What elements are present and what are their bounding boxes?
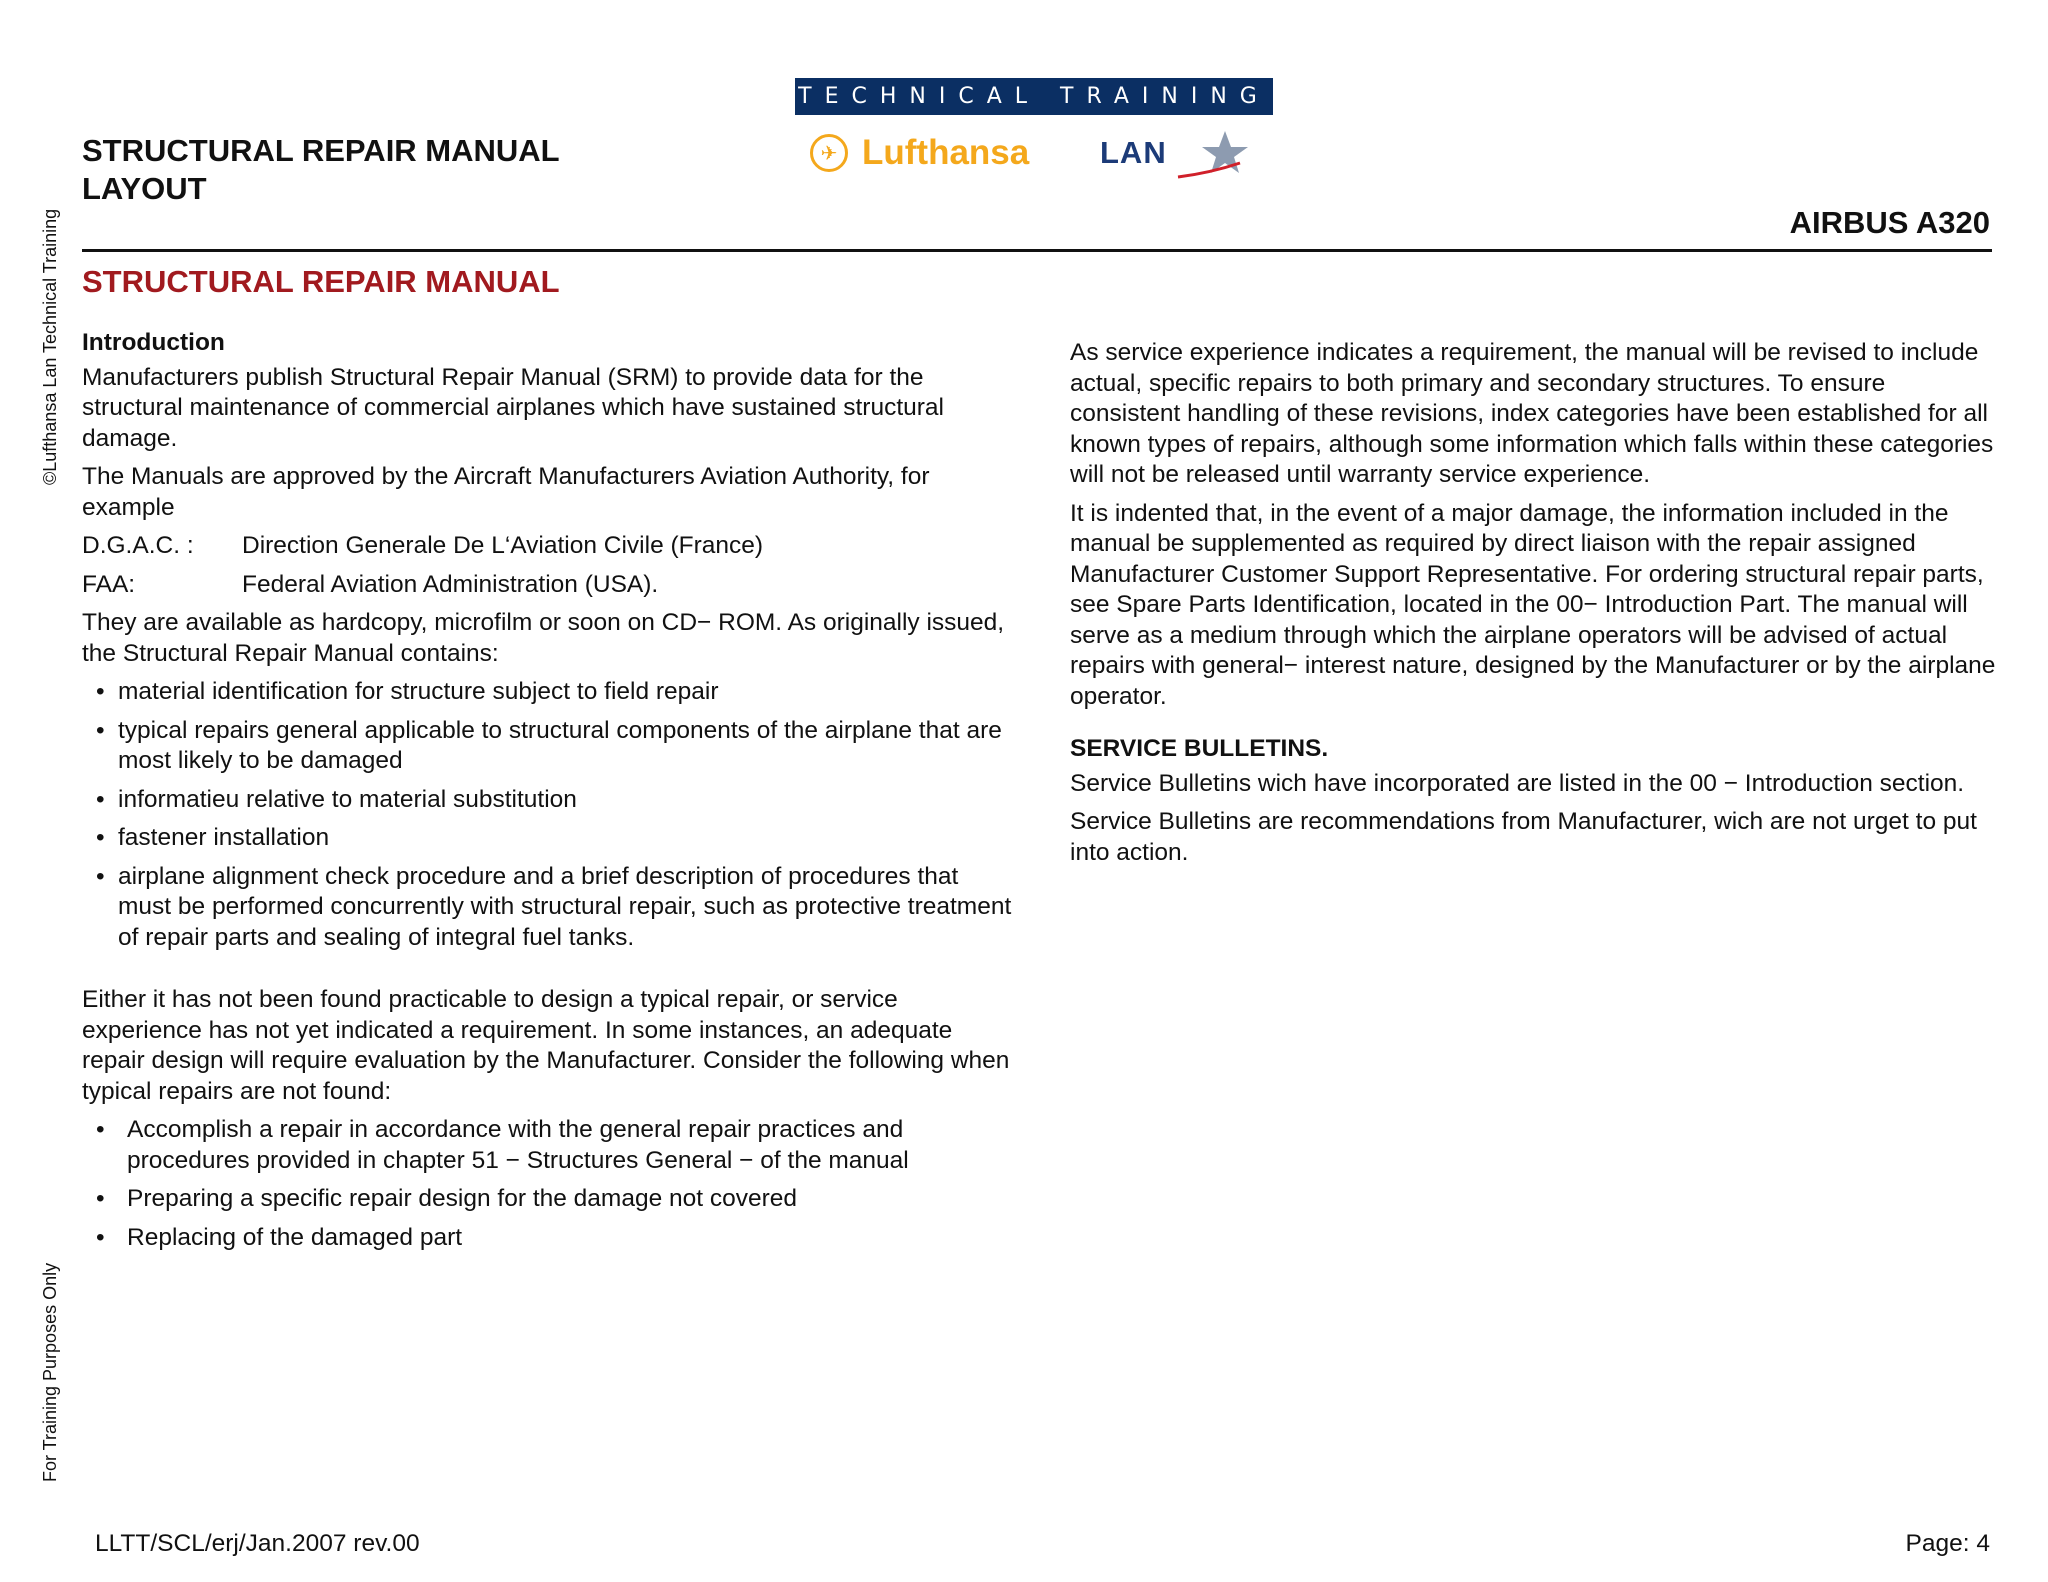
list-item: • Replacing of the damaged part xyxy=(82,1223,1012,1254)
page-title: STRUCTURAL REPAIR MANUAL LAYOUT xyxy=(82,133,560,206)
intro-paragraph-3: They are available as hardcopy, microfilm or soon on CD− ROM. As originally issued, the Structural Repair Manual contains: xyxy=(82,609,1005,667)
lufthansa-wordmark: Lufthansa xyxy=(862,133,1030,172)
intro-paragraph-2: The Manuals are approved by the Aircraft Manufacturers Aviation Authority, for example xyxy=(82,463,930,521)
header-divider xyxy=(82,249,1992,252)
list-item: • informatieu relative to material substitution xyxy=(82,785,1012,816)
side-training-label: For Training Purposes Only xyxy=(40,1262,60,1482)
list-item: • fastener installation xyxy=(82,823,1012,854)
definition-key: D.G.A.C. : xyxy=(82,532,194,559)
list-item: • Preparing a specific repair design for the damage not covered xyxy=(82,1184,1012,1215)
service-bulletins-heading: SERVICE BULLETINS. xyxy=(1070,735,1329,762)
service-bulletins-paragraph-1: Service Bulletins wich have incorporated are listed in the 00 − Introduction section. xyxy=(1070,769,1965,797)
definition-row xyxy=(82,570,1012,601)
section-title: STRUCTURAL REPAIR MANUAL xyxy=(82,264,560,299)
introduction-heading: Introduction xyxy=(82,329,225,356)
page-number: Page: 4 xyxy=(1905,1530,1990,1557)
contents-list xyxy=(82,677,1012,953)
definition-value: Direction Generale De L‘Aviation Civile (France) xyxy=(242,532,764,559)
list-item: • typical repairs general applicable to structural components of the airplane that are most likely to be damaged xyxy=(82,716,1012,777)
document-reference: LLTT/SCL/erj/Jan.2007 rev.00 xyxy=(95,1530,420,1557)
definition-key: FAA: xyxy=(82,570,136,598)
aircraft-label: AIRBUS A320 xyxy=(1789,205,1990,240)
list-item: • airplane alignment check procedure and a brief description of procedures that must be performed concurrently with structural repair, such as protective treatment of repair parts and sealing of integral fuel tanks. xyxy=(82,862,1012,954)
intro-paragraph-4: Either it has not been found practicable to design a typical repair, or service experience has not yet indicated a requirement. In some instances, an adequate repair design will require evaluation by the Manufacturer. Consider the following when typical repairs are not found: xyxy=(82,986,1010,1105)
brand-banner: TECHNICAL TRAINING xyxy=(795,78,1273,115)
definition-row xyxy=(82,531,1012,562)
left-column xyxy=(82,328,1012,1261)
list-item: • Accomplish a repair in accordance with the general repair practices and procedures provided in chapter 51 − Structures General − of the manual xyxy=(82,1115,1012,1176)
lan-wordmark: LAN xyxy=(1100,135,1167,170)
repair-options-list xyxy=(82,1115,1012,1253)
intro-paragraph-1: Manufacturers publish Structural Repair Manual (SRM) to provide data for the structural maintenance of commercial airplanes which have sustained structural damage. xyxy=(82,363,944,452)
lan-logo xyxy=(1100,125,1250,185)
definition-value: Federal Aviation Administration (USA). xyxy=(242,570,659,598)
right-column xyxy=(1070,338,2000,876)
revision-paragraph: As service experience indicates a requirement, the manual will be revised to include actual, specific repairs to both primary and secondary structures. To ensure consistent handling of these revisions, index categories have been established for all known types of repairs, although some information which falls within these categories will not be released until warranty service experience. xyxy=(1070,339,1994,488)
damage-paragraph: It is indented that, in the event of a major damage, the information included in the manual be supplemented as required by direct liaison with the repair assigned Manufacturer Customer Support Representative. For ordering structural repair parts, see Spare Parts Identification, located in the 00− Introduction Part. The manual will serve as a medium through which the airplane operators will be advised of actual repairs with general− interest nature, designed by the Manufacturer or by the airplane operator. xyxy=(1070,499,1996,710)
list-item: • material identification for structure subject to field repair xyxy=(82,677,1012,708)
crane-icon: ✈ xyxy=(810,134,848,172)
side-copyright-label: ©Lufthansa Lan Technical Training xyxy=(40,208,60,485)
star-icon xyxy=(1100,125,1250,185)
lufthansa-logo xyxy=(810,128,1080,178)
service-bulletins-paragraph-2: Service Bulletins are recommendations from Manufacturer, wich are not urget to put into action. xyxy=(1070,808,1977,866)
